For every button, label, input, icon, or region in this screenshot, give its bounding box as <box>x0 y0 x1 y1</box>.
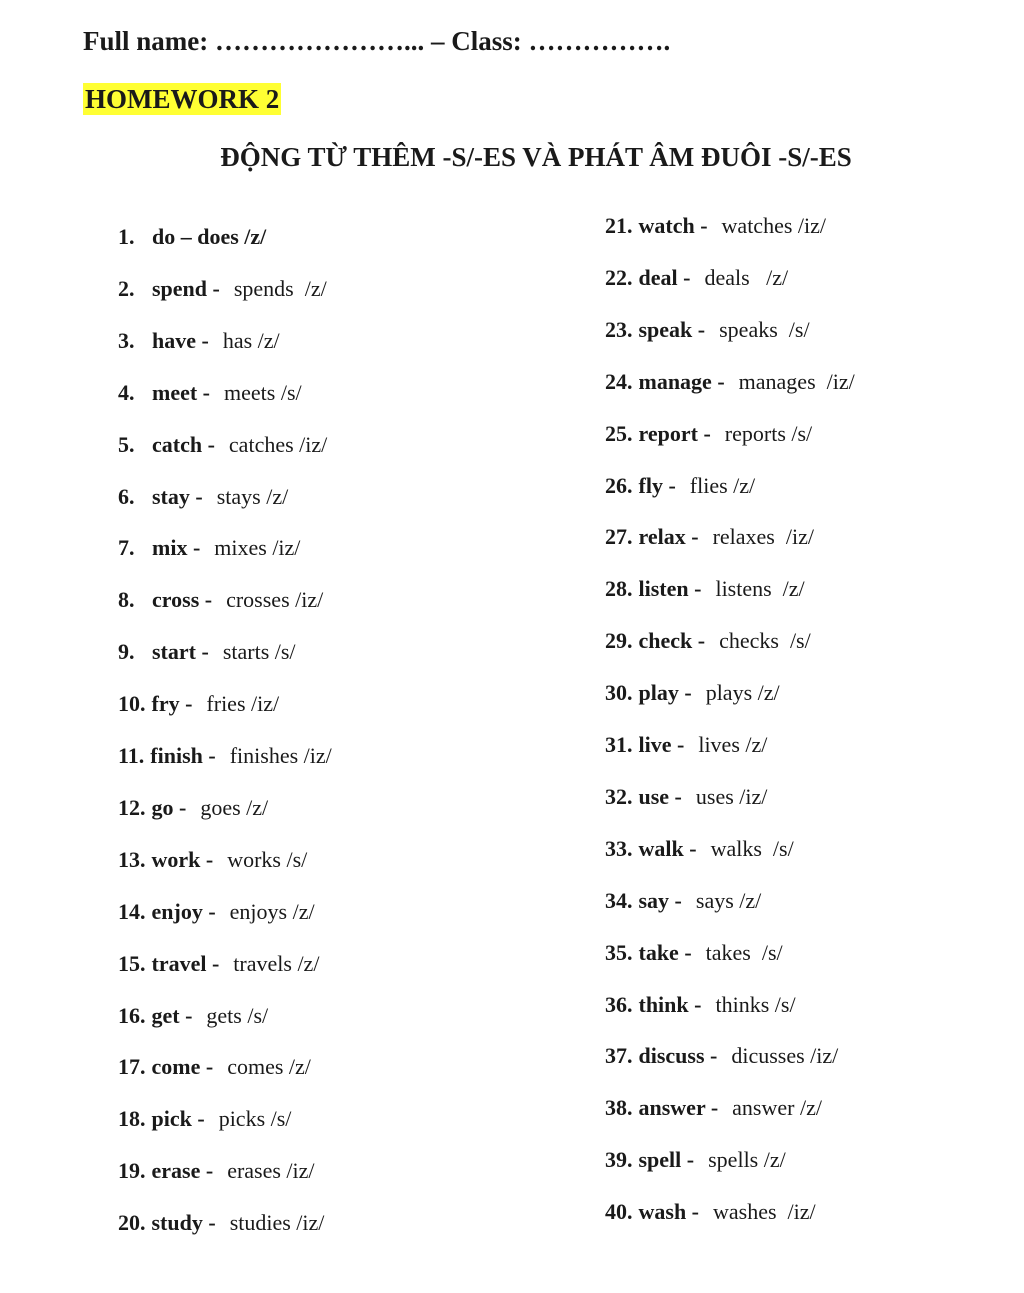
item-answer: fries /iz/ <box>206 691 280 716</box>
item-verb: use - <box>638 784 682 809</box>
item-verb: report - <box>638 421 711 446</box>
list-item <box>118 743 332 769</box>
item-verb: enjoy - <box>151 899 216 924</box>
item-verb: stay - <box>152 484 203 509</box>
item-verb: say - <box>638 888 682 913</box>
list-item <box>118 795 268 821</box>
item-answer: relaxes /iz/ <box>712 524 814 549</box>
list-item <box>118 1003 268 1029</box>
item-verb: have - <box>152 328 209 353</box>
item-answer: starts /s/ <box>222 639 296 664</box>
item-number: 23. <box>605 317 633 342</box>
list-item <box>118 380 302 406</box>
item-number: 4. <box>118 380 135 405</box>
item-verb: watch - <box>638 213 708 238</box>
item-number: 35. <box>605 940 633 965</box>
item-answer: meets /s/ <box>224 380 302 405</box>
list-item <box>118 1106 291 1132</box>
item-answer: walks /s/ <box>710 836 794 861</box>
list-item <box>118 951 319 977</box>
item-number: 13. <box>118 847 146 872</box>
item-answer: finishes /iz/ <box>229 743 332 768</box>
item-number: 17. <box>118 1054 146 1079</box>
list-item <box>605 940 783 966</box>
item-number: 12. <box>118 795 146 820</box>
item-number: 20. <box>118 1210 146 1235</box>
item-verb: listen - <box>638 576 702 601</box>
item-number: 1. <box>118 224 135 249</box>
item-number: 36. <box>605 992 633 1017</box>
item-number: 11. <box>118 743 145 768</box>
item-number: 29. <box>605 628 633 653</box>
item-number: 7. <box>118 535 135 560</box>
list-item <box>118 639 296 665</box>
item-answer: works /s/ <box>227 847 308 872</box>
item-answer: mixes /iz/ <box>214 535 301 560</box>
item-answer: travels /z/ <box>233 951 320 976</box>
item-number: 16. <box>118 1003 146 1028</box>
list-item <box>118 276 327 302</box>
list-item <box>118 328 280 354</box>
list-item <box>605 317 810 343</box>
item-verb: play - <box>638 680 692 705</box>
list-item <box>605 1199 816 1225</box>
item-answer: flies /z/ <box>689 473 756 498</box>
item-answer: studies /iz/ <box>229 1210 325 1235</box>
item-number: 40. <box>605 1199 633 1224</box>
item-number: 24. <box>605 369 633 394</box>
item-answer: takes /s/ <box>705 940 783 965</box>
item-number: 34. <box>605 888 633 913</box>
list-item <box>605 628 811 654</box>
item-verb: work - <box>151 847 214 872</box>
item-number: 22. <box>605 265 633 290</box>
item-answer: spends /z/ <box>233 276 327 301</box>
item-answer: goes /z/ <box>200 795 269 820</box>
item-answer: speaks /s/ <box>719 317 810 342</box>
item-verb: wash - <box>638 1199 700 1224</box>
item-number: 19. <box>118 1158 146 1183</box>
item-number: 25. <box>605 421 633 446</box>
list-item <box>605 369 855 395</box>
item-verb: study - <box>151 1210 216 1235</box>
list-item <box>605 732 767 758</box>
item-answer: watches /iz/ <box>721 213 827 238</box>
item-answer: washes /iz/ <box>713 1199 816 1224</box>
item-number: 28. <box>605 576 633 601</box>
item-answer: erases /iz/ <box>227 1158 315 1183</box>
item-verb: erase - <box>151 1158 214 1183</box>
item-verb: check - <box>638 628 706 653</box>
item-verb: speak - <box>638 317 706 342</box>
item-answer: lives /z/ <box>698 732 768 757</box>
list-item <box>605 888 761 914</box>
item-answer: uses /iz/ <box>695 784 768 809</box>
item-answer: reports /s/ <box>724 421 813 446</box>
item-number: 26. <box>605 473 633 498</box>
item-verb: cross - <box>152 587 213 612</box>
topic-title: ĐỘNG TỪ THÊM -S/-ES VÀ PHÁT ÂM ĐUÔI -S/-ES <box>220 142 852 172</box>
item-number: 39. <box>605 1147 633 1172</box>
item-answer: comes /z/ <box>227 1054 311 1079</box>
item-answer: gets /s/ <box>206 1003 269 1028</box>
item-verb: spend - <box>152 276 220 301</box>
list-item <box>118 484 288 510</box>
item-answer: checks /s/ <box>719 628 811 653</box>
item-number: 15. <box>118 951 146 976</box>
item-verb: start - <box>152 639 209 664</box>
item-answer: says /z/ <box>695 888 762 913</box>
item-number: 30. <box>605 680 633 705</box>
item-number: 21. <box>605 213 633 238</box>
list-item <box>605 680 780 706</box>
full-name-class-line: Full name: …………………... – Class: ……………. <box>83 26 671 56</box>
item-verb: spell - <box>638 1147 695 1172</box>
item-verb: go - <box>151 795 187 820</box>
item-number: 37. <box>605 1043 633 1068</box>
item-verb: fly - <box>638 473 676 498</box>
item-answer: answer /z/ <box>732 1095 822 1120</box>
list-item <box>605 524 814 550</box>
item-number: 8. <box>118 587 135 612</box>
list-item <box>118 899 315 925</box>
item-number: 32. <box>605 784 633 809</box>
item-answer: enjoys /z/ <box>229 899 315 924</box>
item-number: 3. <box>118 328 135 353</box>
item-answer: thinks /s/ <box>715 992 796 1017</box>
item-verb: deal - <box>638 265 691 290</box>
item-verb: answer - <box>638 1095 719 1120</box>
list-item <box>605 836 794 862</box>
item-number: 18. <box>118 1106 146 1131</box>
item-answer: picks /s/ <box>218 1106 292 1131</box>
list-item <box>118 1158 315 1184</box>
item-verb: travel - <box>151 951 220 976</box>
list-item <box>605 421 812 447</box>
item-number: 5. <box>118 432 135 457</box>
item-verb: take - <box>638 940 692 965</box>
list-item <box>118 847 307 873</box>
item-verb: relax - <box>638 524 699 549</box>
item-number: 2. <box>118 276 135 301</box>
item-number: 9. <box>118 639 135 664</box>
item-verb: pick - <box>151 1106 205 1131</box>
list-item <box>605 576 805 602</box>
item-verb: finish - <box>150 743 216 768</box>
item-answer: crosses /iz/ <box>226 587 324 612</box>
item-answer: manages /iz/ <box>738 369 855 394</box>
item-verb: manage - <box>638 369 725 394</box>
item-verb: fry - <box>151 691 193 716</box>
item-verb: do – does /z/ <box>152 224 267 249</box>
item-verb: meet - <box>152 380 211 405</box>
item-number: 31. <box>605 732 633 757</box>
item-number: 10. <box>118 691 146 716</box>
list-item <box>605 1043 838 1069</box>
list-item <box>605 265 788 291</box>
item-answer: has /z/ <box>222 328 280 353</box>
homework-title: HOMEWORK 2 <box>85 84 280 114</box>
item-verb: discuss - <box>638 1043 718 1068</box>
item-verb: get - <box>151 1003 193 1028</box>
item-number: 33. <box>605 836 633 861</box>
item-number: 27. <box>605 524 633 549</box>
item-number: 6. <box>118 484 135 509</box>
list-item <box>605 992 796 1018</box>
list-item <box>605 1095 822 1121</box>
item-verb: mix - <box>152 535 201 560</box>
item-answer: catches /iz/ <box>228 432 328 457</box>
item-number: 14. <box>118 899 146 924</box>
list-item <box>118 691 279 717</box>
list-item <box>118 432 327 458</box>
list-item <box>605 213 826 239</box>
item-answer: dicusses /iz/ <box>731 1043 839 1068</box>
list-item <box>118 587 323 613</box>
list-item <box>118 224 266 250</box>
item-verb: think - <box>638 992 702 1017</box>
list-item <box>118 1210 324 1236</box>
list-item <box>605 784 767 810</box>
item-verb: come - <box>151 1054 214 1079</box>
item-verb: catch - <box>152 432 215 457</box>
item-verb: walk - <box>638 836 697 861</box>
item-answer: plays /z/ <box>705 680 780 705</box>
list-item <box>118 535 300 561</box>
item-answer: listens /z/ <box>715 576 805 601</box>
list-item <box>118 1054 311 1080</box>
item-number: 38. <box>605 1095 633 1120</box>
item-answer: stays /z/ <box>216 484 289 509</box>
item-answer: deals /z/ <box>704 265 789 290</box>
list-item <box>605 1147 786 1173</box>
item-verb: live - <box>638 732 685 757</box>
item-answer: spells /z/ <box>708 1147 786 1172</box>
list-item <box>605 473 755 499</box>
